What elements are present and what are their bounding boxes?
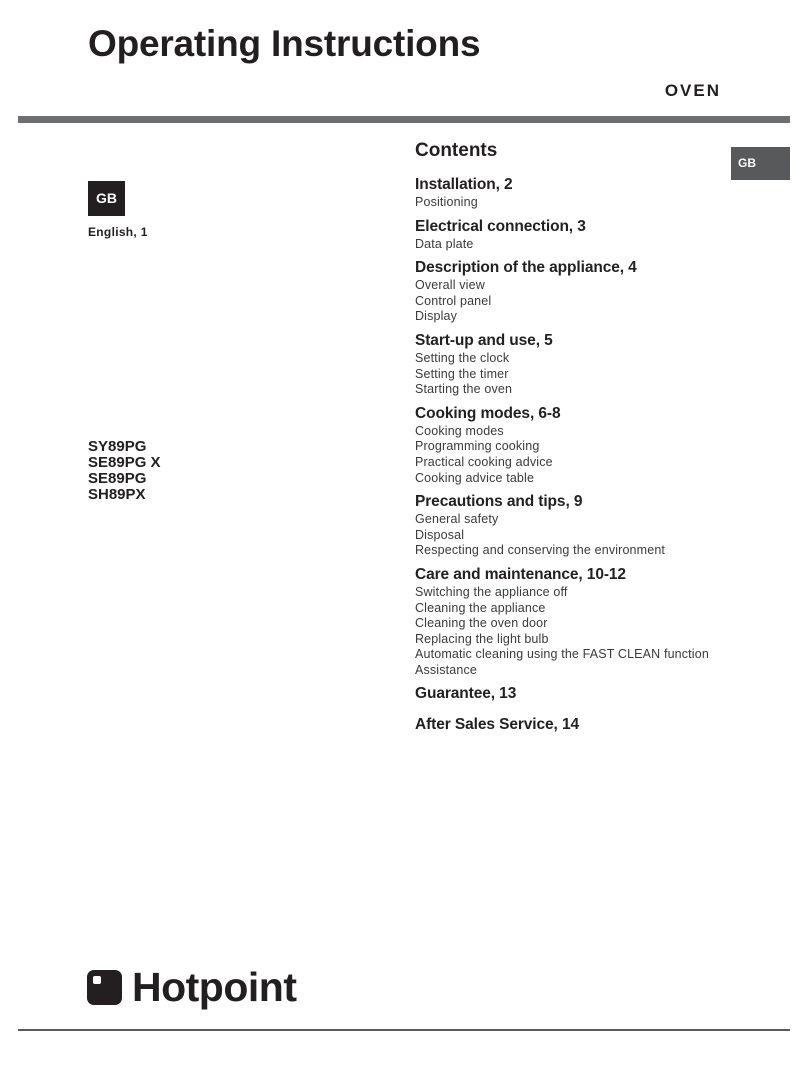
toc-section-installation xyxy=(415,175,735,211)
product-type: OVEN xyxy=(664,81,721,100)
toc-item[interactable]: Respecting and conserving the environment xyxy=(415,543,666,558)
toc-item[interactable]: Overall view xyxy=(415,278,485,293)
toc-item[interactable]: Cleaning the appliance xyxy=(415,600,546,615)
toc-section-title[interactable]: Description of the appliance, 4 xyxy=(415,259,637,277)
toc-section-care xyxy=(415,565,735,679)
page-title: Operating Instructions xyxy=(88,23,481,64)
language-badge: GB xyxy=(88,181,125,216)
model-list xyxy=(88,439,161,503)
toc-item[interactable]: Practical cooking advice xyxy=(415,454,553,469)
toc-section-startup xyxy=(415,331,735,398)
model-item: SE89PG X xyxy=(88,454,161,471)
toc-item[interactable]: Assistance xyxy=(415,662,477,677)
model-item: SH89PX xyxy=(88,486,146,503)
toc-item[interactable]: Setting the timer xyxy=(415,366,509,381)
toc-section-title[interactable]: After Sales Service, 14 xyxy=(415,716,579,734)
toc-section-title[interactable]: Electrical connection, 3 xyxy=(415,217,586,235)
toc-item[interactable]: Starting the oven xyxy=(415,382,513,397)
language-tab[interactable]: GB xyxy=(731,147,790,180)
toc-item[interactable]: Control panel xyxy=(415,293,492,308)
toc-section-title[interactable]: Installation, 2 xyxy=(415,176,513,193)
toc-section-title[interactable]: Precautions and tips, 9 xyxy=(415,493,583,511)
language-link-english[interactable]: English, 1 xyxy=(88,225,148,239)
model-item: SY89PG xyxy=(88,438,147,455)
toc-section-title[interactable]: Guarantee, 13 xyxy=(415,685,517,703)
toc-item[interactable]: General safety xyxy=(415,512,499,527)
toc-item[interactable]: Display xyxy=(415,309,458,324)
brand-name: Hotpoint xyxy=(132,964,297,1010)
toc-item[interactable]: Setting the clock xyxy=(415,350,510,365)
toc-item[interactable]: Cooking advice table xyxy=(415,470,535,485)
top-divider xyxy=(18,116,790,123)
hotpoint-square-icon xyxy=(87,970,122,1005)
toc-section-title[interactable]: Cooking modes, 6-8 xyxy=(415,404,561,422)
toc-section-guarantee xyxy=(415,684,735,704)
toc-item[interactable]: Cooking modes xyxy=(415,423,504,438)
toc-section-electrical xyxy=(415,217,735,253)
hotpoint-logo xyxy=(87,962,296,1012)
contents-heading: Contents xyxy=(415,140,498,161)
toc-section-precautions xyxy=(415,492,735,559)
toc-section-after-sales xyxy=(415,715,735,735)
toc-item[interactable]: Replacing the light bulb xyxy=(415,631,549,646)
toc-item[interactable]: Switching the appliance off xyxy=(415,584,568,599)
toc-item[interactable]: Automatic cleaning using the FAST CLEAN function xyxy=(415,647,709,662)
table-of-contents xyxy=(415,139,735,741)
toc-section-description xyxy=(415,258,735,325)
toc-item[interactable]: Cleaning the oven door xyxy=(415,616,548,631)
toc-item[interactable]: Disposal xyxy=(415,527,465,542)
toc-section-title[interactable]: Start-up and use, 5 xyxy=(415,331,553,349)
toc-item[interactable]: Data plate xyxy=(415,236,474,251)
toc-section-cooking-modes xyxy=(415,404,735,486)
toc-item[interactable]: Positioning xyxy=(415,195,478,209)
toc-section-title[interactable]: Care and maintenance, 10-12 xyxy=(415,565,626,583)
model-item: SE89PG xyxy=(88,470,147,487)
toc-item[interactable]: Programming cooking xyxy=(415,439,540,454)
bottom-divider xyxy=(18,1029,790,1031)
